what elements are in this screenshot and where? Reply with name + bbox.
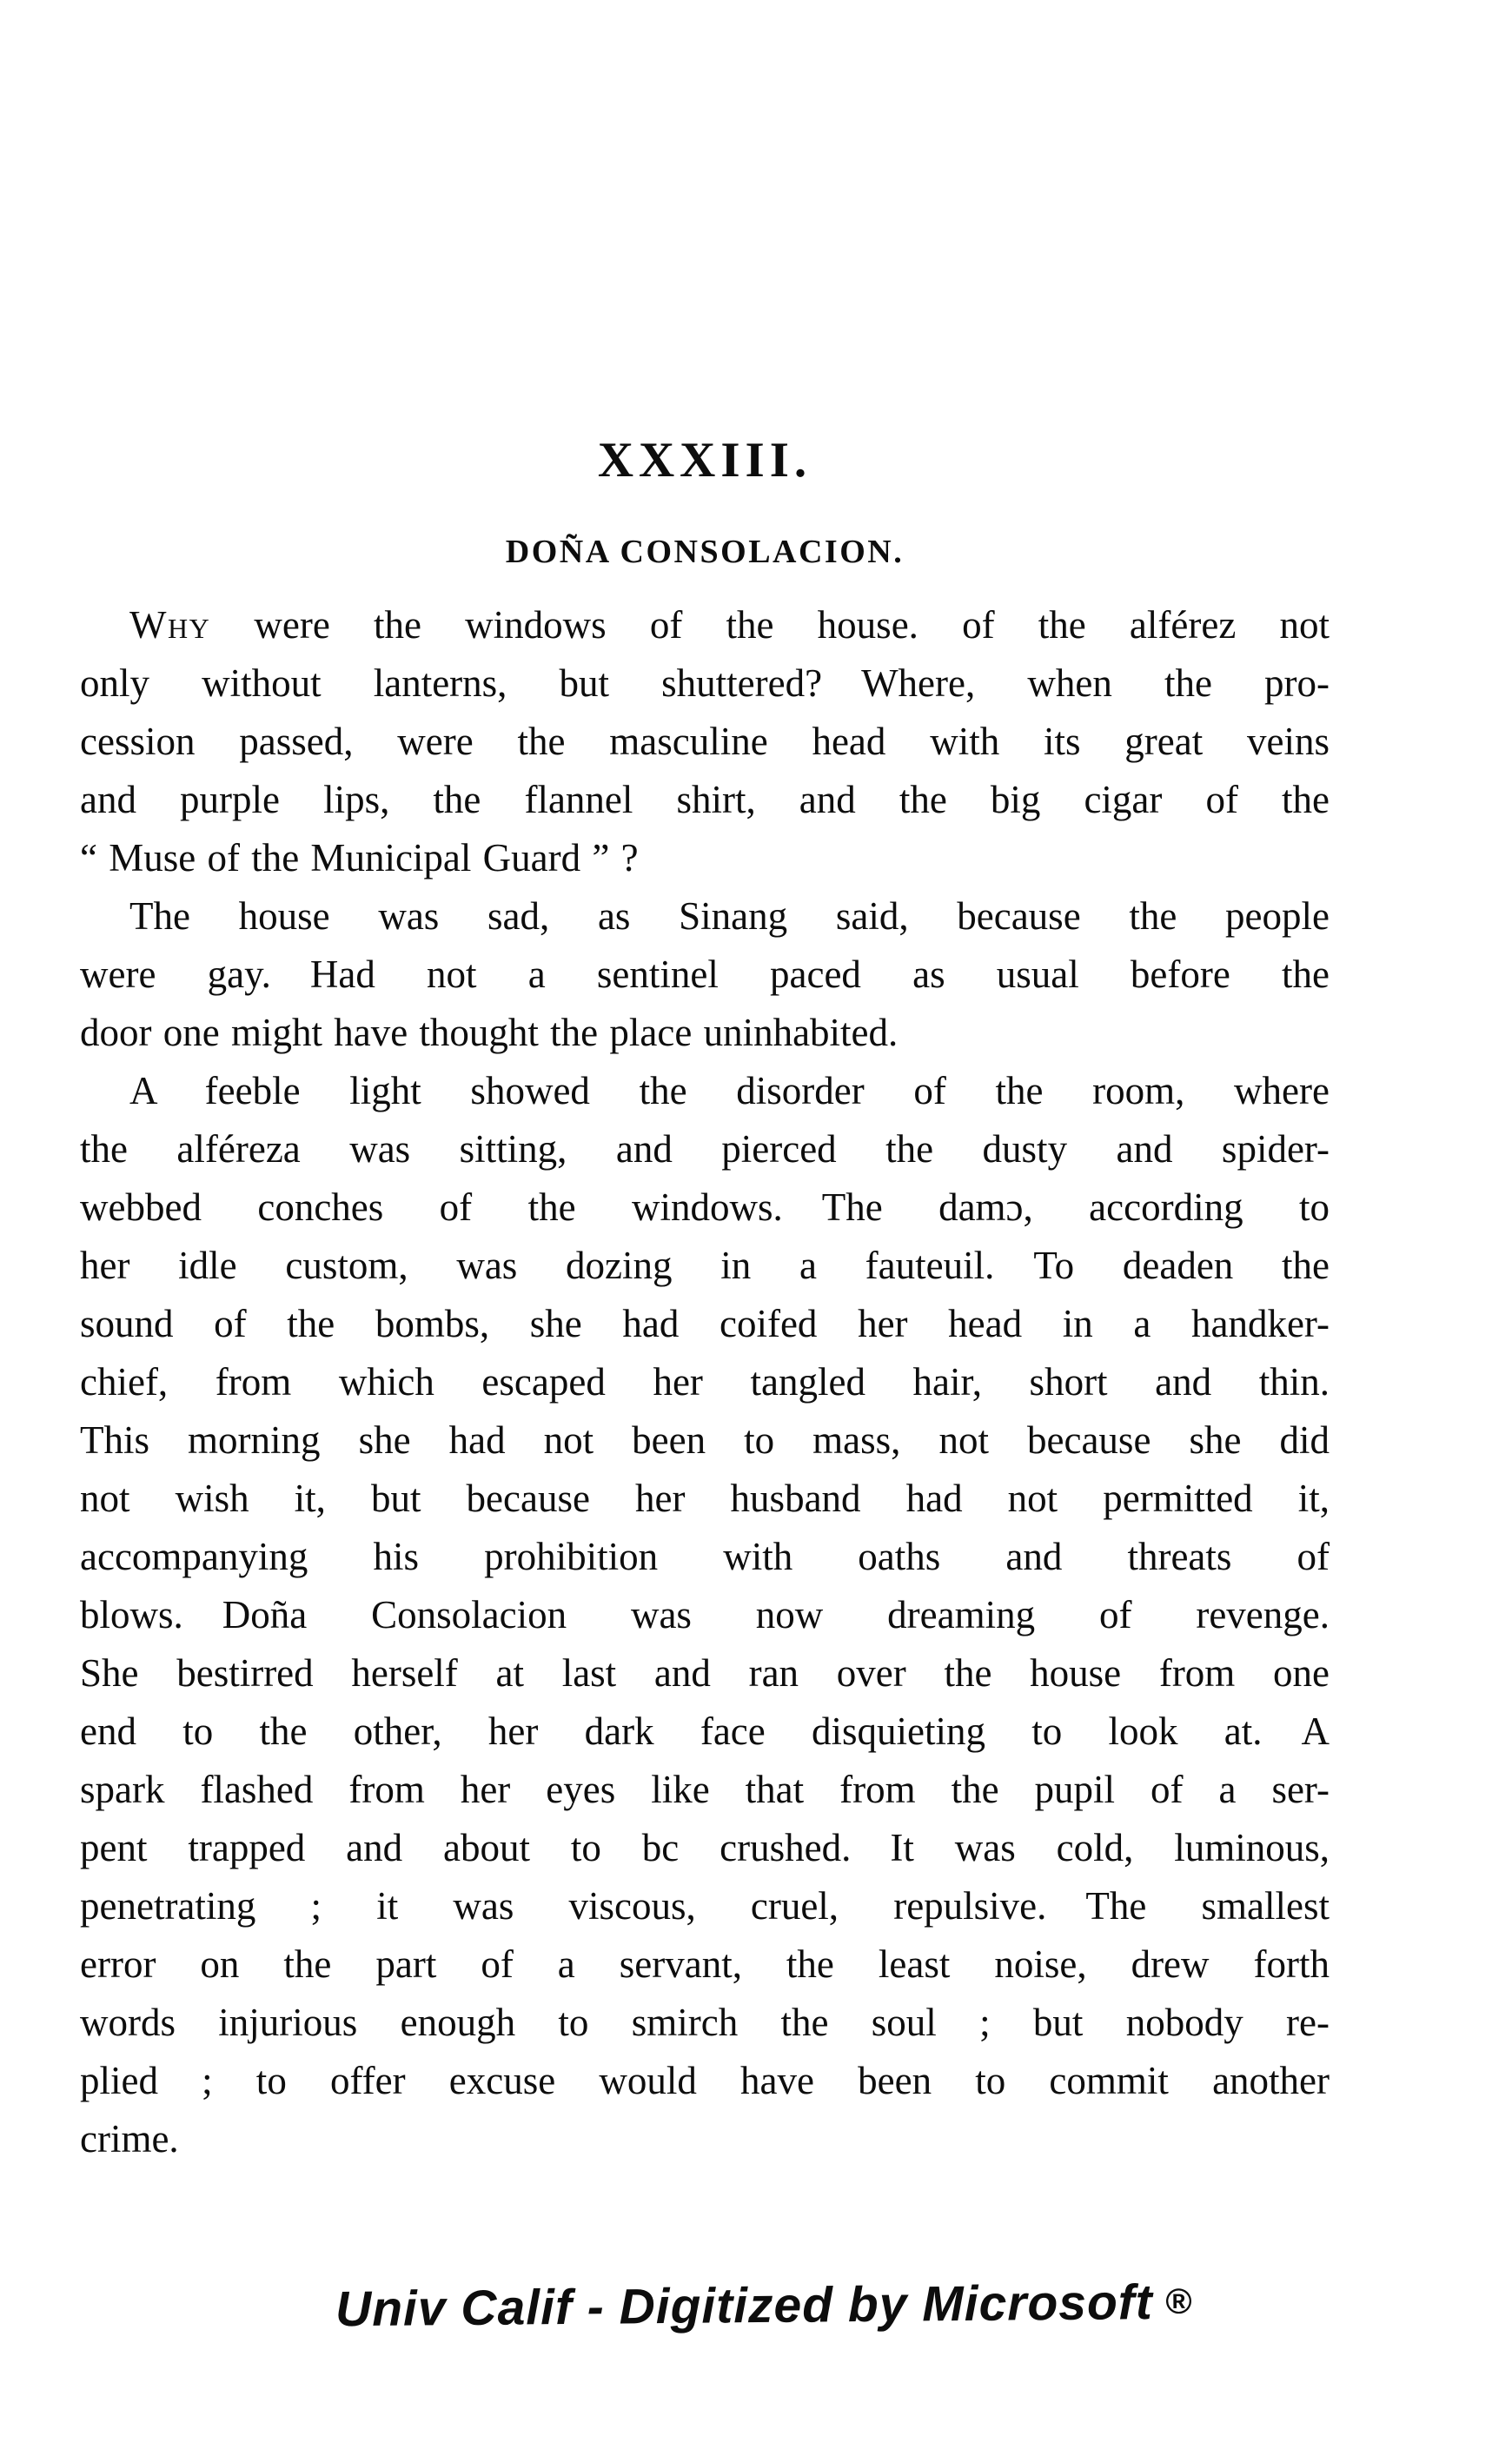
chapter-subtitle: DOÑA CONSOLACION. <box>505 534 905 570</box>
text-line: door one might have thought the place uninhabited. <box>80 1011 899 1054</box>
text-line: She bestirred herself at last and ran over the house from one <box>80 1651 1330 1695</box>
text-line: chief, from which escaped her tangled hair, short and thin. <box>80 1360 1330 1404</box>
text-line: This morning she had not been to mass, not because she did <box>80 1418 1330 1462</box>
text-line: cession passed, were the masculine head with its great veins <box>80 720 1330 763</box>
text-line: words injurious enough to smirch the soul ; but nobody re- <box>80 2001 1330 2044</box>
text-line: were gay. Had not a sentinel paced as usual before the <box>80 953 1330 996</box>
page-body <box>80 596 1330 2168</box>
text-line: not wish it, but because her husband had not permitted it, <box>80 1477 1330 1520</box>
text-line: blows. Doña Consolacion was now dreaming of revenge. <box>80 1593 1330 1636</box>
text-line: sound of the bombs, she had coifed her head in a handker- <box>80 1302 1330 1345</box>
text-line: only without lanterns, but shuttered? Where, when the pro- <box>80 661 1330 705</box>
text-line: her idle custom, was dozing in a fauteuil. To deaden the <box>80 1244 1330 1287</box>
text-line: accompanying his prohibition with oaths and threats of <box>80 1535 1330 1578</box>
footer-text: Univ Calif - Digitized by Microsoft <box>335 2274 1153 2338</box>
text-line: error on the part of a servant, the least noise, drew forth <box>80 1942 1330 1986</box>
text-line: plied ; to offer excuse would have been to commit another <box>80 2059 1330 2102</box>
text-line: “ Muse of the Municipal Guard ” ? <box>80 836 639 880</box>
text-line: A feeble light showed the disorder of the room, where <box>129 1069 1330 1112</box>
text-line: The house was sad, as Sinang said, because the people <box>129 894 1330 938</box>
text-line: end to the other, her dark face disquieting to look at. A <box>80 1709 1330 1753</box>
text-line: webbed conches of the windows. The damɔ, according to <box>80 1185 1330 1229</box>
text-line: crime. <box>80 2117 179 2161</box>
text-line: pent trapped and about to bc crushed. It was cold, luminous, <box>80 1826 1330 1869</box>
text-line: penetrating ; it was viscous, cruel, repulsive. The smallest <box>80 1884 1330 1928</box>
registered-mark: ® <box>1164 2280 1193 2321</box>
line-text: were the windows of the house. of the alférez not <box>210 603 1330 647</box>
text-line: the alféreza was sitting, and pierced the dusty and spider- <box>80 1127 1330 1171</box>
chapter-heading: XXXIII. <box>597 433 812 488</box>
text-line: and purple lips, the flannel shirt, and the big cigar of the <box>80 778 1330 821</box>
text-line: spark flashed from her eyes like that from the pupil of a ser- <box>80 1768 1330 1811</box>
lead-word: Why <box>129 603 211 647</box>
digitization-footer <box>139 2274 1389 2339</box>
text-line <box>80 596 1330 654</box>
